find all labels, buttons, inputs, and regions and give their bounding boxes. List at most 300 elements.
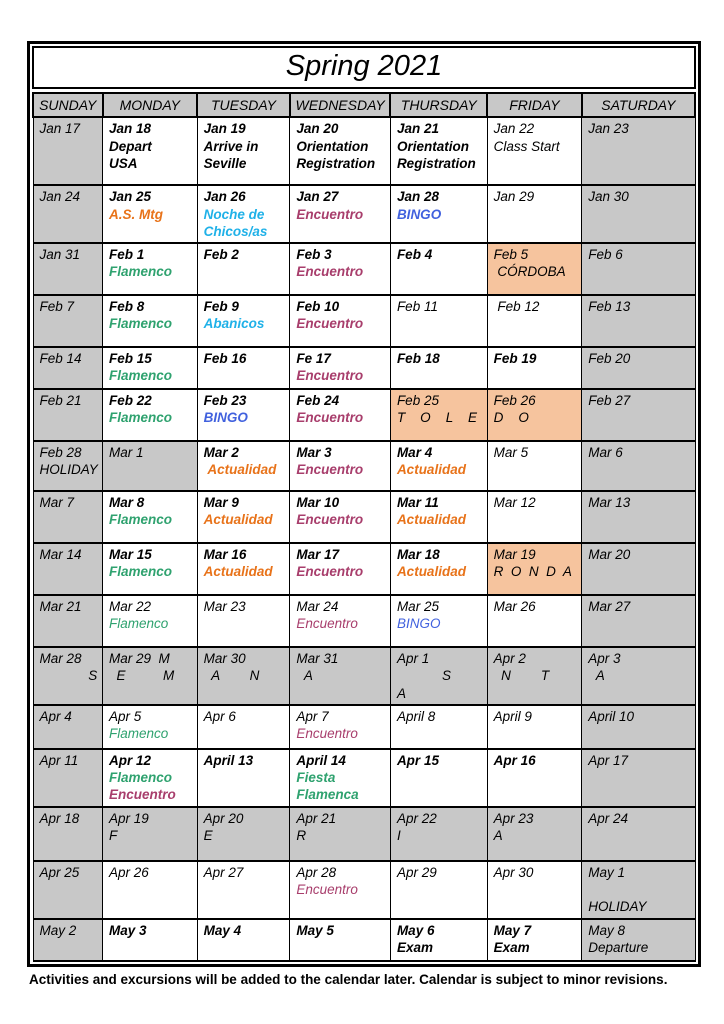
- day-header-friday: FRIDAY: [487, 93, 582, 117]
- cell-note: Encuentro: [296, 512, 364, 528]
- cell-date: Mar 18: [396, 547, 440, 563]
- cell-date: Mar 23: [203, 599, 246, 615]
- cell-note: HOLIDAY: [39, 462, 98, 478]
- cell-date: Mar 29 M: [109, 651, 170, 667]
- calendar-cell: [103, 491, 198, 543]
- cell-note: R O N D A: [493, 564, 572, 580]
- cell-date: Jan 21: [396, 121, 439, 137]
- cell-date: May 4: [203, 922, 242, 938]
- cell-date: Jan 29: [493, 189, 535, 205]
- cell-date: Apr 18: [39, 810, 80, 826]
- cell-note: Flamenco: [109, 264, 173, 280]
- calendar-cell: [390, 389, 487, 441]
- cell-date: Mar 27: [588, 599, 631, 615]
- cell-date: Jan 19: [203, 121, 246, 137]
- cell-note: Flamenco: [109, 410, 173, 426]
- cell-date: Mar 9: [203, 495, 239, 511]
- footer-note: Activities and excursions will be added to the calendar later. Calendar is subject to minor revisions.: [29, 971, 668, 987]
- cell-date: Feb 24: [296, 393, 340, 409]
- calendar-cell: [487, 491, 582, 543]
- cell-date: Feb 3: [296, 247, 332, 263]
- cell-date: Apr 30: [493, 864, 534, 880]
- cell-date: Feb 19: [493, 351, 537, 367]
- cell-date: Mar 3: [296, 445, 332, 461]
- cell-date: Mar 30: [203, 651, 246, 667]
- calendar-cell: [487, 295, 582, 347]
- cell-date: Feb 11: [396, 299, 438, 315]
- calendar-cell: [582, 705, 695, 749]
- cell-date: Feb 20: [588, 351, 631, 367]
- cell-date: Apr 17: [588, 752, 629, 768]
- calendar-cell: [487, 861, 582, 919]
- calendar-cell: [103, 749, 198, 807]
- calendar-cell: [197, 491, 290, 543]
- day-header-saturday: SATURDAY: [582, 93, 695, 117]
- calendar-cell: [582, 749, 695, 807]
- cell-date: May 6: [396, 922, 435, 938]
- cell-note: Depart: [109, 138, 152, 154]
- cell-note: Encuentro: [296, 616, 358, 632]
- cell-date: Apr 12: [109, 752, 152, 768]
- calendar-cell: [582, 595, 695, 647]
- cell-date: May 5: [296, 922, 334, 938]
- cell-date: Feb 2: [203, 247, 239, 263]
- calendar-cell: [290, 185, 391, 243]
- cell-date: Apr 23: [493, 810, 534, 826]
- cell-date: Apr 15: [396, 752, 439, 768]
- calendar-cell: [390, 243, 487, 295]
- calendar-cell: [487, 441, 582, 491]
- calendar-cell: [197, 861, 290, 919]
- calendar-cell: [390, 543, 487, 595]
- calendar-cell: [103, 441, 198, 491]
- calendar-cell: [103, 117, 198, 185]
- cell-note: A.S. Mtg: [109, 206, 163, 222]
- calendar-cell: [33, 347, 103, 389]
- calendar-cell: [487, 647, 582, 705]
- calendar-week-row: [33, 595, 695, 647]
- cell-note: Flamenco: [109, 726, 169, 742]
- cell-date: Apr 26: [109, 864, 149, 880]
- cell-date: May 2: [39, 922, 77, 938]
- calendar-cell: [290, 543, 391, 595]
- calendar-week-row: [33, 347, 695, 389]
- cell-date: Apr 7: [296, 708, 329, 724]
- cell-note: Encuentro: [296, 564, 364, 580]
- calendar-cell: [390, 117, 487, 185]
- cell-date: Mar 12: [493, 495, 536, 511]
- cell-date: Feb 28: [39, 445, 82, 461]
- cell-date: Apr 11: [39, 752, 79, 768]
- calendar-cell: [582, 861, 695, 919]
- calendar-cell: [582, 347, 695, 389]
- calendar-cell: [103, 243, 198, 295]
- calendar-page: [27, 41, 701, 987]
- calendar-cell: [103, 347, 198, 389]
- calendar-cell: [390, 705, 487, 749]
- calendar-cell: [390, 749, 487, 807]
- cell-date: Feb 23: [203, 393, 247, 409]
- calendar-cell: [33, 705, 103, 749]
- calendar-cell: [390, 595, 487, 647]
- cell-date: Feb 10: [296, 299, 340, 315]
- cell-date: April 14: [296, 752, 346, 768]
- calendar-cell: [33, 595, 103, 647]
- calendar-cell: [487, 543, 582, 595]
- cell-date: May 1: [588, 864, 625, 880]
- cell-date: Jan 18: [109, 121, 152, 137]
- cell-date: Apr 3: [588, 651, 621, 667]
- cell-date: Mar 10: [296, 495, 340, 511]
- cell-date: Apr 6: [203, 708, 236, 724]
- cell-note: [588, 881, 692, 898]
- calendar-week-row: [33, 441, 695, 491]
- cell-date: Mar 28: [39, 651, 82, 667]
- calendar-cell: [487, 389, 582, 441]
- cell-note: S A: [396, 668, 481, 701]
- cell-date: Apr 22: [396, 810, 437, 826]
- calendar-cell: [290, 861, 391, 919]
- calendar-cell: [290, 491, 391, 543]
- calendar-cell: [197, 543, 290, 595]
- calendar-cell: [487, 807, 582, 861]
- cell-date: Feb 14: [39, 351, 82, 367]
- calendar-cell: [582, 295, 695, 347]
- cell-date: Mar 2: [203, 445, 239, 461]
- calendar-cell: [582, 389, 695, 441]
- cell-date: Mar 13: [588, 495, 631, 511]
- cell-note: Registration: [296, 155, 376, 171]
- cell-date: Mar 7: [39, 495, 75, 511]
- calendar-cell: [582, 807, 695, 861]
- cell-note: BINGO: [396, 206, 442, 222]
- cell-note: Actualidad: [203, 512, 273, 528]
- cell-date: Jan 31: [39, 247, 81, 263]
- calendar-cell: [390, 491, 487, 543]
- cell-note: Seville: [203, 155, 247, 171]
- cell-note: Flamenco: [109, 616, 169, 632]
- cell-date: Feb 22: [109, 393, 152, 409]
- cell-note: Encuentro: [296, 410, 364, 426]
- cell-date: Jan 17: [39, 121, 81, 137]
- calendar-week-row: [33, 919, 695, 961]
- calendar-table: [32, 92, 696, 961]
- cell-note: CÓRDOBA: [493, 264, 566, 280]
- calendar-cell: [103, 595, 198, 647]
- cell-date: April 13: [203, 752, 254, 768]
- cell-note: Fiesta: [296, 770, 336, 786]
- calendar-cell: [290, 295, 391, 347]
- cell-note: BINGO: [396, 616, 441, 632]
- cell-note: N T: [493, 668, 550, 684]
- calendar-cell: [390, 861, 487, 919]
- calendar-cell: [487, 595, 582, 647]
- cell-date: Feb 27: [588, 393, 631, 409]
- cell-note: Actualidad: [203, 462, 277, 478]
- cell-date: Feb 25: [396, 393, 439, 409]
- cell-note: D O: [493, 410, 529, 426]
- cell-date: Mar 5: [493, 445, 529, 461]
- calendar-cell: [390, 647, 487, 705]
- cell-date: Jan 24: [39, 189, 81, 205]
- calendar-week-row: [33, 185, 695, 243]
- calendar-cell: [103, 647, 198, 705]
- cell-note: Registration: [396, 155, 476, 171]
- cell-date: Feb 18: [396, 351, 440, 367]
- day-header-thursday: THURSDAY: [390, 93, 487, 117]
- calendar-cell: [390, 347, 487, 389]
- calendar-cell: [33, 389, 103, 441]
- cell-note: E M: [109, 668, 175, 684]
- calendar-cell: [197, 347, 290, 389]
- cell-date: Jan 22: [493, 121, 535, 137]
- cell-date: Jan 28: [396, 189, 439, 205]
- cell-date: Mar 16: [203, 547, 247, 563]
- day-header-sunday: SUNDAY: [33, 93, 103, 117]
- cell-date: Feb 15: [109, 351, 152, 367]
- cell-date: Feb 12: [493, 299, 540, 315]
- cell-date: Apr 19: [109, 810, 149, 826]
- cell-date: May 3: [109, 922, 147, 938]
- calendar-cell: [33, 243, 103, 295]
- cell-note: USA: [109, 155, 138, 171]
- cell-date: Apr 25: [39, 864, 80, 880]
- cell-note: Encuentro: [296, 726, 358, 742]
- cell-date: Apr 28: [296, 864, 337, 880]
- cell-note: Encuentro: [296, 264, 364, 280]
- calendar-week-row: [33, 705, 695, 749]
- calendar-cell: [290, 595, 391, 647]
- cell-date: Fe 17: [296, 351, 331, 367]
- calendar-cell: [290, 441, 391, 491]
- calendar-cell: [197, 595, 290, 647]
- calendar-cell: [390, 185, 487, 243]
- calendar-cell: [390, 919, 487, 961]
- calendar-cell: [103, 919, 198, 961]
- cell-note: S: [39, 668, 98, 684]
- calendar-cell: [33, 749, 103, 807]
- cell-note: A: [588, 668, 605, 684]
- cell-note: Flamenca: [296, 787, 359, 803]
- calendar-week-row: [33, 295, 695, 347]
- cell-date: Feb 6: [588, 247, 623, 263]
- cell-date: Apr 27: [203, 864, 244, 880]
- cell-date: Feb 7: [39, 299, 75, 315]
- calendar-cell: [33, 491, 103, 543]
- calendar-week-row: [33, 749, 695, 807]
- calendar-cell: [487, 117, 582, 185]
- cell-date: Mar 19: [493, 547, 536, 563]
- cell-note: Class Start: [493, 138, 560, 154]
- cell-note: Orientation: [296, 138, 369, 154]
- cell-note: F: [109, 828, 118, 843]
- cell-note: Encuentro: [296, 206, 364, 222]
- day-header-wednesday: WEDNESDAY: [290, 93, 391, 117]
- calendar-cell: [33, 543, 103, 595]
- cell-note: Flamenco: [109, 770, 173, 786]
- calendar-cell: [33, 117, 103, 185]
- cell-date: May 8: [588, 922, 625, 938]
- calendar-week-row: [33, 243, 695, 295]
- calendar-cell: [390, 441, 487, 491]
- cell-date: April 10: [588, 708, 635, 724]
- cell-date: Feb 26: [493, 393, 536, 409]
- cell-date: Mar 21: [39, 599, 82, 615]
- calendar-cell: [290, 243, 391, 295]
- calendar-cell: [290, 117, 391, 185]
- calendar-week-row: [33, 647, 695, 705]
- calendar-cell: [197, 117, 290, 185]
- cell-date: Mar 25: [396, 599, 439, 615]
- cell-note: Actualidad: [396, 462, 466, 478]
- cell-date: Feb 8: [109, 299, 145, 315]
- cell-note: Encuentro: [296, 316, 364, 332]
- cell-date: Apr 20: [203, 810, 244, 826]
- calendar-cell: [197, 185, 290, 243]
- cell-date: Feb 16: [203, 351, 247, 367]
- calendar-cell: [103, 389, 198, 441]
- cell-date: Jan 27: [296, 189, 339, 205]
- cell-note: Flamenco: [109, 564, 173, 580]
- calendar-cell: [197, 295, 290, 347]
- cell-date: Apr 16: [493, 752, 536, 768]
- calendar-week-row: [33, 543, 695, 595]
- cell-note: BINGO: [203, 410, 248, 426]
- cell-note: Flamenco: [109, 316, 173, 332]
- cell-date: Mar 31: [296, 651, 339, 667]
- cell-note: Encuentro: [296, 882, 358, 897]
- cell-note: Actualidad: [396, 564, 466, 580]
- calendar-cell: [103, 295, 198, 347]
- calendar-cell: [290, 749, 391, 807]
- cell-date: Mar 11: [396, 495, 439, 511]
- calendar-cell: [290, 807, 391, 861]
- cell-note: Flamenco: [109, 368, 173, 384]
- calendar-cell: [103, 543, 198, 595]
- cell-note: T O L E: [396, 410, 477, 426]
- calendar-cell: [103, 705, 198, 749]
- cell-date: Mar 8: [109, 495, 145, 511]
- cell-date: April 9: [493, 708, 532, 724]
- cell-date: Jan 20: [296, 121, 339, 137]
- cell-date: April 8: [396, 708, 436, 724]
- cell-note: Exam: [396, 939, 433, 955]
- calendar-cell: [582, 647, 695, 705]
- calendar-cell: [33, 441, 103, 491]
- calendar-cell: [390, 295, 487, 347]
- calendar-cell: [197, 441, 290, 491]
- calendar-body: [33, 117, 695, 960]
- cell-date: May 7: [493, 922, 532, 938]
- calendar-cell: [582, 919, 695, 961]
- calendar-cell: [103, 185, 198, 243]
- cell-date: Feb 13: [588, 299, 631, 315]
- calendar-cell: [197, 705, 290, 749]
- calendar-cell: [290, 389, 391, 441]
- calendar-cell: [487, 705, 582, 749]
- day-header-monday: MONDAY: [103, 93, 198, 117]
- cell-date: Mar 6: [588, 445, 623, 461]
- day-header-row: [33, 93, 695, 117]
- cell-date: Apr 29: [396, 864, 437, 880]
- calendar-cell: [197, 749, 290, 807]
- calendar-cell: [290, 647, 391, 705]
- cell-note: Flamenco: [109, 512, 173, 528]
- calendar-cell: [290, 705, 391, 749]
- cell-date: Feb 4: [396, 247, 433, 263]
- calendar-cell: [582, 441, 695, 491]
- calendar-cell: [290, 347, 391, 389]
- cell-date: Jan 30: [588, 189, 629, 205]
- calendar-cell: [582, 185, 695, 243]
- cell-note: R: [296, 828, 307, 843]
- cell-note: Abanicos: [203, 316, 265, 332]
- calendar-week-row: [33, 117, 695, 185]
- calendar-cell: [33, 919, 103, 961]
- cell-note: Actualidad: [396, 512, 466, 528]
- cell-date: Jan 26: [203, 189, 246, 205]
- cell-date: Mar 26: [493, 599, 536, 615]
- calendar-cell: [290, 919, 391, 961]
- cell-note: A: [493, 828, 503, 843]
- cell-note: E: [203, 828, 213, 843]
- calendar-cell: [487, 185, 582, 243]
- cell-date: Feb 9: [203, 299, 239, 315]
- cell-date: Mar 1: [109, 445, 144, 461]
- cell-note: A: [296, 668, 313, 684]
- cell-date: Apr 4: [39, 708, 72, 724]
- calendar-cell: [197, 243, 290, 295]
- calendar-cell: [33, 861, 103, 919]
- calendar-title: Spring 2021: [32, 46, 696, 89]
- cell-date: Mar 24: [296, 599, 339, 615]
- cell-date: Mar 14: [39, 547, 82, 563]
- cell-date: Mar 4: [396, 445, 433, 461]
- cell-note: Actualidad: [203, 564, 273, 580]
- cell-date: Jan 23: [588, 121, 629, 137]
- calendar-cell: [487, 919, 582, 961]
- cell-date: Mar 22: [109, 599, 152, 615]
- cell-date: Apr 5: [109, 708, 142, 724]
- cell-date: Apr 21: [296, 810, 337, 826]
- calendar-cell: [197, 807, 290, 861]
- cell-date: Apr 24: [588, 810, 629, 826]
- calendar-cell: [33, 295, 103, 347]
- cell-note: Encuentro: [296, 368, 364, 384]
- cell-note: Noche de: [203, 206, 265, 222]
- cell-date: Jan 25: [109, 189, 152, 205]
- cell-date: Mar 17: [296, 547, 340, 563]
- cell-date: Feb 21: [39, 393, 82, 409]
- cell-note: Encuentro: [296, 462, 364, 478]
- calendar-frame: [27, 41, 701, 967]
- cell-note: A N: [203, 668, 260, 684]
- calendar-cell: [103, 861, 198, 919]
- calendar-cell: [582, 117, 695, 185]
- cell-date: Apr 2: [493, 651, 526, 667]
- cell-note: I: [396, 828, 401, 843]
- cell-date: Apr 1: [396, 651, 430, 667]
- calendar-cell: [582, 243, 695, 295]
- calendar-cell: [197, 919, 290, 961]
- calendar-cell: [487, 749, 582, 807]
- calendar-cell: [197, 389, 290, 441]
- cell-note: Exam: [493, 939, 530, 955]
- calendar-cell: [487, 243, 582, 295]
- calendar-cell: [103, 807, 198, 861]
- cell-date: Mar 15: [109, 547, 152, 563]
- cell-note: Departure: [588, 939, 649, 955]
